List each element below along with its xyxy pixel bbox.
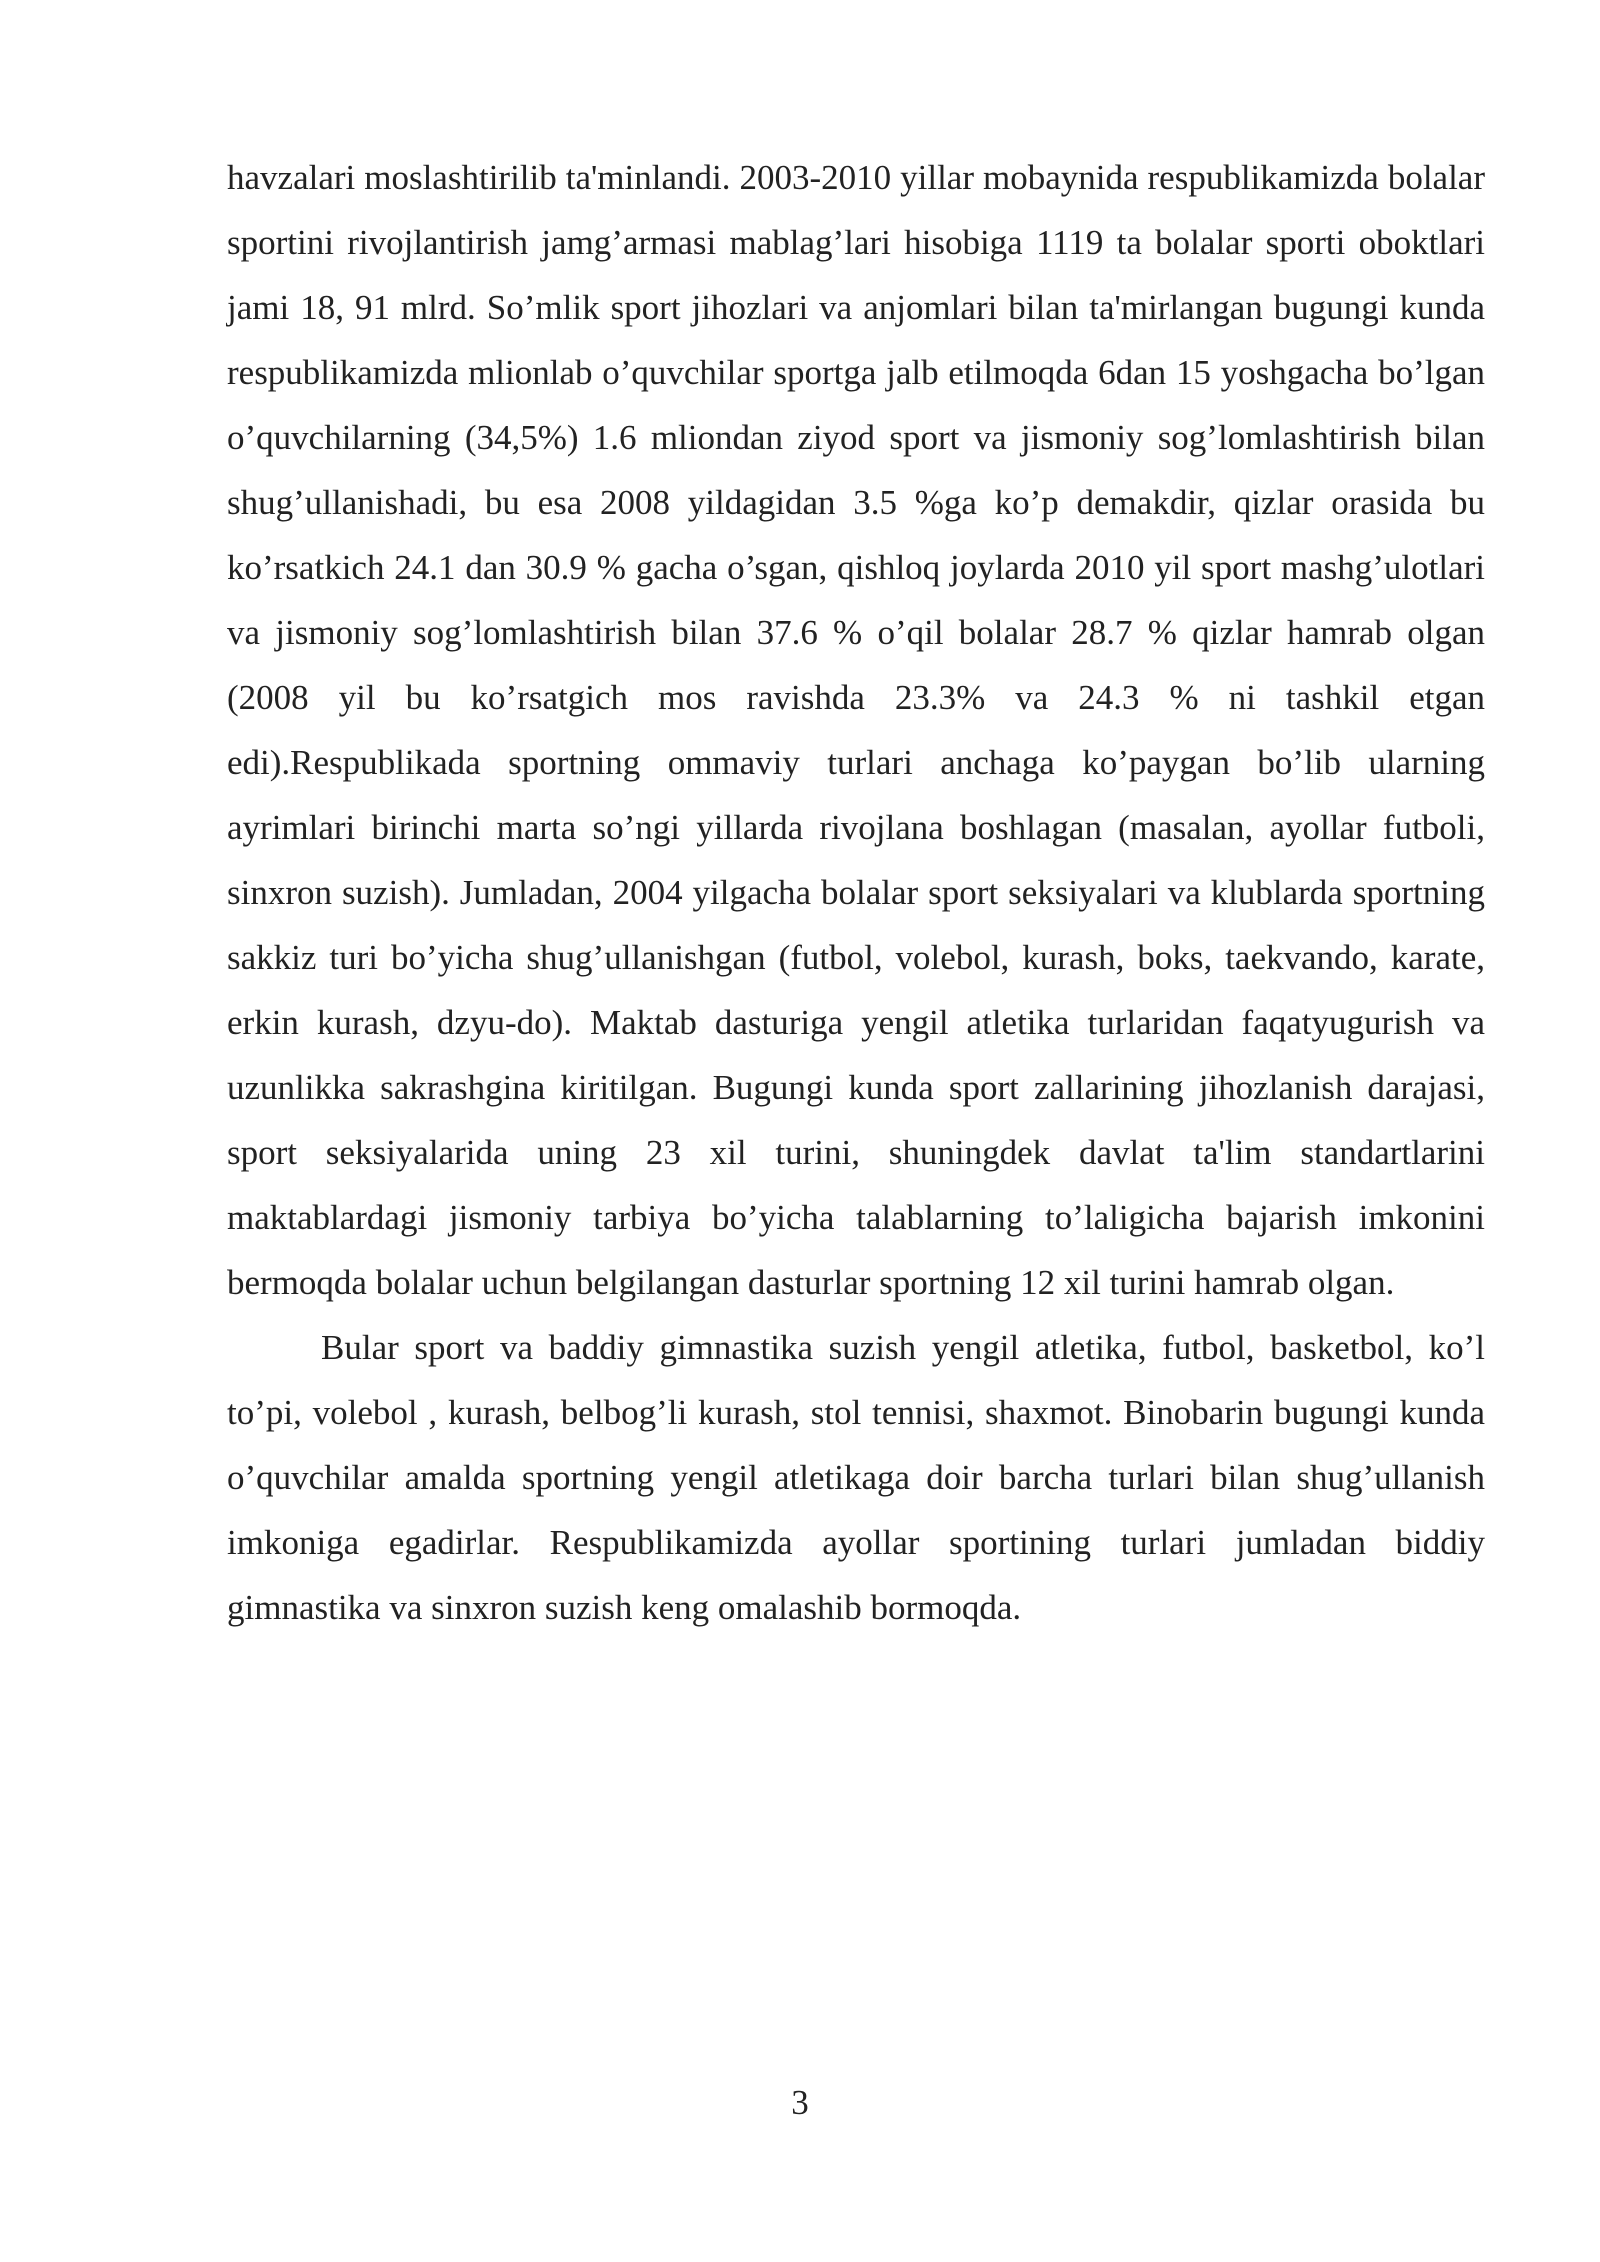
page-number: 3 <box>791 2083 809 2122</box>
paragraph-2: Bular sport va baddiy gimnastika suzish yengil atletika, futbol, basketbol, ko’l to’pi, volebol , kurash, belbog’li kurash, stol tennisi, shaxmot. Binobarin bugungi kunda o’quvchilar amalda sportning yengil atletikaga doir barcha turlari bilan shug’ullanish imkoniga egadirlar. Respublikamizda ayollar sportining turlari jumladan biddiy gimnastika va sinxron suzish keng omalashib bormoqda. <box>227 1328 1485 1627</box>
paragraph-1: havzalari moslashtirilib ta'minlandi. 2003-2010 yillar mobaynida respublikamizda bolalar sportini rivojlantirish jamg’armasi mablag’lari hisobiga 1119 ta bolalar sporti oboktlari jami 18, 91 mlrd. So’mlik sport jihozlari va anjomlari bilan ta'mirlangan bugungi kunda respublikamizda mlionlab o’quvchilar sportga jalb etilmoqda 6dan 15 yoshgacha bo’lgan o’quvchilarning (34,5%) 1.6 mliondan ziyod sport va jismoniy sog’lomlashtirish bilan shug’ullanishadi, bu esa 2008 yildagidan 3.5 %ga ko’p demakdir, qizlar orasida bu ko’rsatkich 24.1 dan 30.9 % gacha o’sgan, qishloq joylarda 2010 yil sport mashg’ulotlari va jismoniy sog’lomlashtirish bilan 37.6 % o’qil bolalar 28.7 % qizlar hamrab olgan (2008 yil bu ko’rsatgich mos ravishda 23.3% va 24.3 % ni tashkil etgan edi).Respublikada sportning ommaviy turlari anchaga ko’paygan bo’lib ularning ayrimlari birinchi marta so’ngi yillarda rivojlana boshlagan (masalan, ayollar futboli, sinxron suzish). Jumladan, 2004 yilgacha bolalar sport seksiyalari va klublarda sportning sakkiz turi bo’yicha shug’ullanishgan (futbol, volebol, kurash, boks, taekvando, karate, erkin kurash, dzyu-do). Maktab dasturiga yengil atletika turlaridan faqatyugurish va uzunlikka sakrashgina kiritilgan. Bugungi kunda sport zallarining jihozlanish darajasi, sport seksiyalarida uning 23 xil turini, shuningdek davlat ta'lim standartlarini maktablardagi jismoniy tarbiya bo’yicha talablarning to’laligicha bajarish imkonini bermoqda bolalar uchun belgilangan dasturlar sportning 12 xil turini hamrab olgan. <box>227 158 1485 1302</box>
body-text <box>227 145 1485 1640</box>
